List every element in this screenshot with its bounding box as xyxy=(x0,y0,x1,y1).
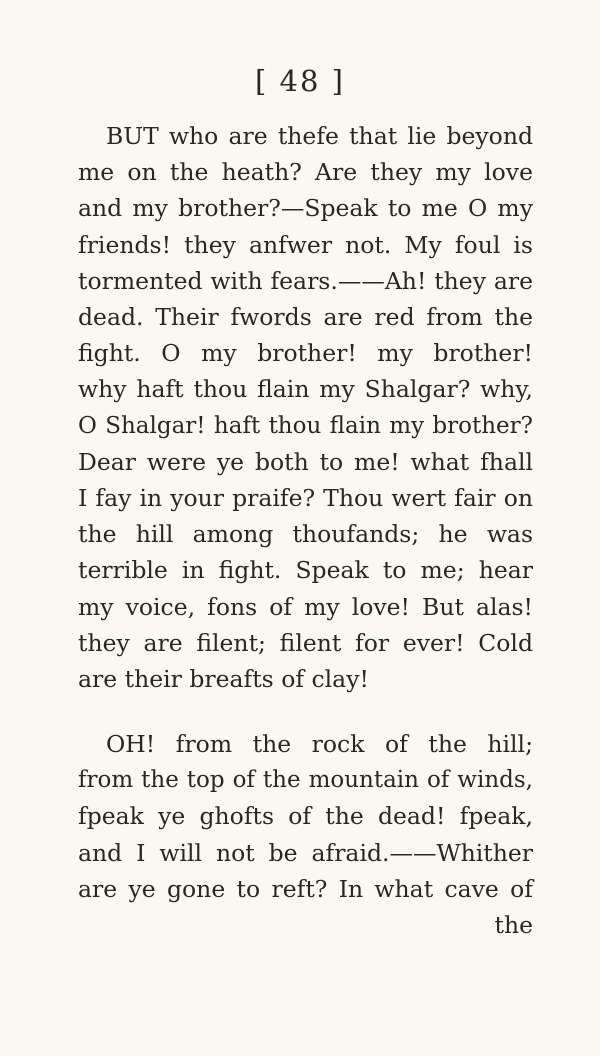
text-line: tormented with fears.——Ah! they are xyxy=(78,266,533,295)
catchword: the xyxy=(494,911,533,940)
paragraph-2 xyxy=(78,726,533,943)
text-line: and I will not be afraid.——Whither xyxy=(78,838,533,867)
text-line: from the top of the mountain of winds, xyxy=(78,767,533,794)
text-line: why haft thou flain my Shalgar? why, xyxy=(78,375,533,404)
text-line: dead. Their fwords are red from the xyxy=(78,303,533,332)
text-line: fight. O my brother! my brother! xyxy=(78,339,533,368)
text-line: terrible in fight. Speak to me; hear xyxy=(78,556,533,585)
text-line: friends! they anfwer not. My foul is xyxy=(78,230,533,259)
text-line: BUT who are thefe that lie beyond xyxy=(106,122,533,150)
text-line: O Shalgar! haft thou flain my brother? xyxy=(78,412,533,439)
page-number: [ 48 ] xyxy=(255,64,345,98)
text-line: me on the heath? Are they my love xyxy=(78,158,533,187)
paragraph-1 xyxy=(78,118,533,697)
text-line: and my brother?—Speak to me O my xyxy=(78,194,533,223)
text-line: are ye gone to reft? In what cave of xyxy=(78,874,533,903)
text-line: I fay in your praife? Thou wert fair on xyxy=(78,484,533,513)
text-line: Dear were ye both to me! what fhall xyxy=(78,447,533,476)
text-line: OH! from the rock of the hill; xyxy=(106,730,533,758)
text-line: fpeak ye ghofts of the dead! fpeak, xyxy=(78,802,533,831)
text-line: the hill among thoufands; he was xyxy=(78,520,533,549)
text-line: my voice, fons of my love! But alas! xyxy=(78,592,533,621)
text-line: are their breafts of clay! xyxy=(78,665,369,694)
text-line: they are filent; filent for ever! Cold xyxy=(78,628,533,657)
